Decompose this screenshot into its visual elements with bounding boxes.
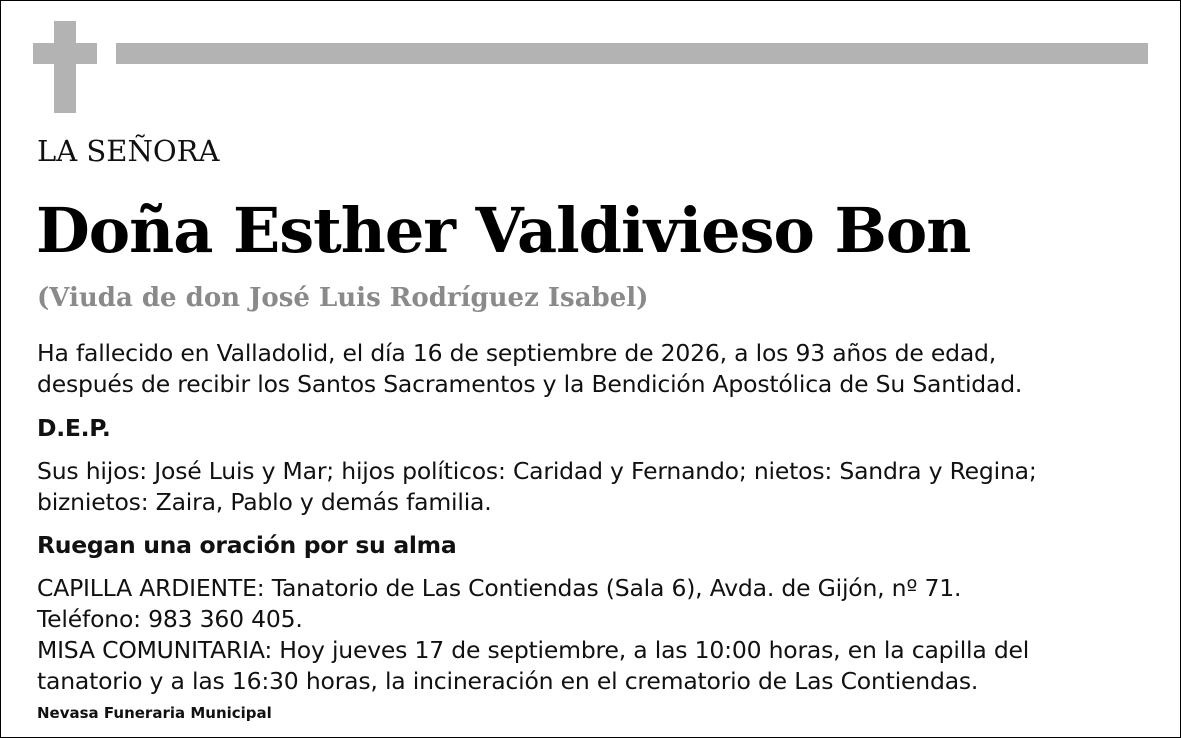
funeral-home-name: Nevasa Funeraria Municipal — [37, 704, 272, 722]
header-divider-bar — [116, 43, 1148, 64]
family-line-2: biznietos: Zaira, Pablo y demás familia. — [37, 488, 492, 516]
honorific-title: LA SEÑORA — [37, 134, 220, 168]
family-line-1: Sus hijos: José Luis y Mar; hijos políticos: Caridad y Fernando; nietos: Sandra y Regina; — [37, 457, 1037, 485]
cross-horizontal-beam — [33, 43, 97, 64]
death-line-2: después de recibir los Santos Sacramentos y la Bendición Apostólica de Su Santidad. — [37, 370, 1023, 398]
death-line-1: Ha fallecido en Valladolid, el día 16 de septiembre de 2026, a los 93 años de edad, — [37, 339, 997, 367]
rip-label: D.E.P. — [37, 414, 111, 442]
cross-vertical-beam — [54, 21, 76, 113]
deceased-name: Doña Esther Valdivieso Bon — [36, 194, 971, 267]
widow-note: (Viuda de don José Luis Rodríguez Isabel) — [37, 283, 649, 313]
service-line-3: MISA COMUNITARIA: Hoy jueves 17 de septiembre, a las 10:00 horas, en la capilla del — [37, 636, 1030, 664]
service-line-2: Teléfono: 983 360 405. — [37, 605, 303, 633]
prayer-request: Ruegan una oración por su alma — [37, 531, 457, 559]
service-line-4: tanatorio y a las 16:30 horas, la incineración en el crematorio de Las Contiendas. — [37, 667, 979, 695]
service-line-1: CAPILLA ARDIENTE: Tanatorio de Las Contiendas (Sala 6), Avda. de Gijón, nº 71. — [37, 574, 962, 602]
